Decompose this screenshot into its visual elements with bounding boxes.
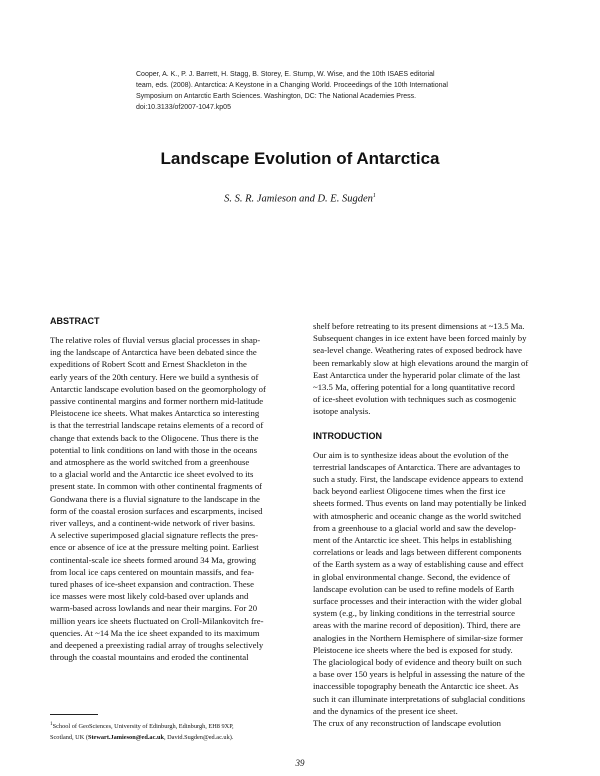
page-number: 39 [295, 758, 305, 768]
citation-line: Symposium on Antarctic Earth Sciences. Washington, DC: The National Academies Press. [136, 93, 417, 100]
right-top-line: ~13.5 Ma, offering potential for a long quantitative record [313, 382, 515, 393]
abstract-line: ing the landscape of Antarctica have been debated since the [50, 347, 257, 358]
intro-line: Our aim is to synthesize ideas about the evolution of the [313, 449, 509, 460]
footnote-email-2: , David.Sugden@ed.ac.uk). [163, 734, 234, 742]
abstract-line: potential to link conditions on land with those in the oceans [50, 444, 258, 455]
intro-line: The glaciological body of evidence and theory built on such [313, 657, 522, 668]
abstract-line: passive continental margins and former northern mid-latitude [50, 396, 264, 407]
abstract-line: Gondwana there is a fluvial signature to the landscape in the [50, 493, 260, 504]
paper-title: Landscape Evolution of Antarctica [160, 149, 440, 168]
footnote-line-2 [50, 732, 310, 743]
authors [0, 193, 600, 205]
citation-line: team, eds. (2008). Antarctica: A Keystone in a Changing World. Proceedings of the 10th International [136, 82, 448, 89]
footnote-mark: 1 [50, 721, 53, 727]
author-names: S. S. R. Jamieson and D. E. Sugden [224, 193, 373, 205]
intro-line: landscape evolution can be used to refine models of Earth [313, 583, 514, 594]
citation-line: Cooper, A. K., P. J. Barrett, H. Stagg, B. Storey, E. Stump, W. Wise, and the 10th ISAES editorial [136, 71, 435, 78]
right-column [313, 320, 573, 729]
author-footnote-mark: 1 [372, 193, 376, 199]
right-top-line: of ice-sheet evolution with techniques such as cosmogenic [313, 394, 517, 405]
right-top-line: East Antarctica under the hyperarid polar climate of the last [313, 369, 521, 380]
intro-line: from a greenhouse to a glacial world and saw the develop- [313, 522, 517, 533]
citation-line: doi:10.3133/of2007-1047.kp05 [136, 104, 231, 111]
abstract-line: expeditions of Robert Scott and Ernest Shackleton in the [50, 359, 247, 370]
abstract-line: ice masses were most likely cold-based over uplands and [50, 591, 249, 602]
abstract-line: ence or absence of ice at the pressure melting point. Earliest [50, 542, 259, 553]
left-column [50, 315, 310, 663]
footnote-affiliation: School of GeoSciences, University of Edinburgh, Edinburgh, EH8 9XP, [52, 723, 234, 731]
right-top-line: been remarkably slow at high elevations around the margin of [313, 357, 529, 368]
abstract-text [50, 334, 310, 663]
abstract-line: through the coastal mountains and eroded the continental [50, 652, 249, 663]
abstract-line: and atmosphere as the world switched from a greenhouse [50, 457, 250, 468]
right-top-line: Subsequent changes in ice extent have been forced mainly by [313, 333, 527, 344]
intro-line: sheets formed. Thus events on land may potentially be linked [313, 498, 527, 509]
abstract-line: and deepened a preexisting radial array of troughs selectively [50, 640, 264, 651]
intro-line: analogies in the Northern Hemisphere of similar-size former [313, 632, 523, 643]
intro-line: The crux of any reconstruction of landscape evolution [313, 718, 501, 729]
abstract-line: Antarctic landscape evolution based on the geomorphology of [50, 383, 266, 394]
intro-line: ment of the Antarctic ice sheet. This helps in establishing [313, 535, 512, 546]
abstract-line: tured phases of ice-sheet expansion and contraction. These [50, 579, 254, 590]
abstract-line: form of the coastal erosion surfaces and escarpments, incised [50, 505, 263, 516]
intro-line: and the dynamics of the present ice sheet. [313, 705, 458, 716]
abstract-line: present state. In common with other continental fragments of [50, 481, 263, 492]
citation-block [136, 69, 466, 113]
right-top-line: sea-level change. Weathering rates of exposed bedrock have [313, 345, 522, 356]
right-top-line: isotope analysis. [313, 406, 371, 417]
intro-line: system (e.g., by linking conditions in the terrestrial source [313, 608, 515, 619]
abstract-line: quencies. At ~14 Ma the ice sheet expanded to its maximum [50, 627, 260, 638]
abstract-line: The relative roles of fluvial versus glacial processes in shap- [50, 335, 261, 345]
intro-line: terrestrial landscapes of Antarctica. There are advantages to [313, 461, 521, 472]
intro-line: inaccessible topography beneath the Antarctic ice sheet. As [313, 681, 519, 692]
abstract-line: early years of the 20th century. Here we build a synthesis of [50, 371, 259, 382]
abstract-line: million years ice sheets fluctuated on Croll-Milankovitch fre- [50, 615, 264, 626]
abstract-line: continental-scale ice sheets formed around 34 Ma, growing [50, 554, 257, 565]
intro-line: surface processes and their interaction with the wider global [313, 596, 522, 607]
abstract-continuation [313, 320, 573, 418]
footnote-rule [50, 714, 98, 715]
intro-line: with atmospheric and oceanic change as the world switched [313, 510, 521, 521]
footnote [50, 719, 310, 743]
abstract-heading: ABSTRACT [50, 316, 100, 326]
abstract-line: is that the terrestrial landscape retains elements of a record of [50, 420, 264, 431]
intro-line: in global environmental change. Second, the evidence of [313, 571, 511, 582]
intro-line: of the Earth system as a way of establishing cause and effect [313, 559, 524, 570]
introduction-heading: INTRODUCTION [313, 430, 382, 441]
abstract-line: from local ice caps centered on mountain massifs, and fea- [50, 566, 255, 577]
intro-line: correlations or leads and lags between different components [313, 547, 522, 558]
intro-line: such a study. First, the landscape evidence appears to extend [313, 474, 524, 485]
abstract-line: warm-based across lowlands and near their margins. For 20 [50, 603, 258, 614]
footnote-line-1 [50, 719, 310, 732]
abstract-line: Pleistocene ice sheets. What makes Antarctica so interesting [50, 408, 260, 419]
intro-line: such it can illuminate interpretations of subglacial conditions [313, 693, 526, 704]
intro-line: back beyond earliest Oligocene times when the first ice [313, 486, 506, 497]
intro-line: areas with the marine record of deposition). Third, there are [313, 620, 521, 631]
introduction-text [313, 449, 573, 730]
footnote-prefix: Scotland, UK ( [50, 734, 88, 742]
abstract-line: A selective superimposed glacial signature reflects the pres- [50, 530, 259, 541]
abstract-line: change that extends back to the Oligocene. Thus there is the [50, 432, 259, 443]
right-top-line: shelf before retreating to its present dimensions at ~13.5 Ma. [313, 321, 525, 331]
abstract-line: to a glacial world and the Antarctic ice sheet evolved to its [50, 469, 254, 480]
footnote-email-1[interactable]: Stewart.Jamieson@ed.ac.uk [87, 734, 164, 742]
intro-line: a base over 150 years is helpful in assessing the nature of the [313, 669, 525, 680]
intro-line: Pleistocene ice sheets where the bed is exposed for study. [313, 644, 513, 655]
abstract-line: river valleys, and a continent-wide network of river basins. [50, 518, 256, 529]
